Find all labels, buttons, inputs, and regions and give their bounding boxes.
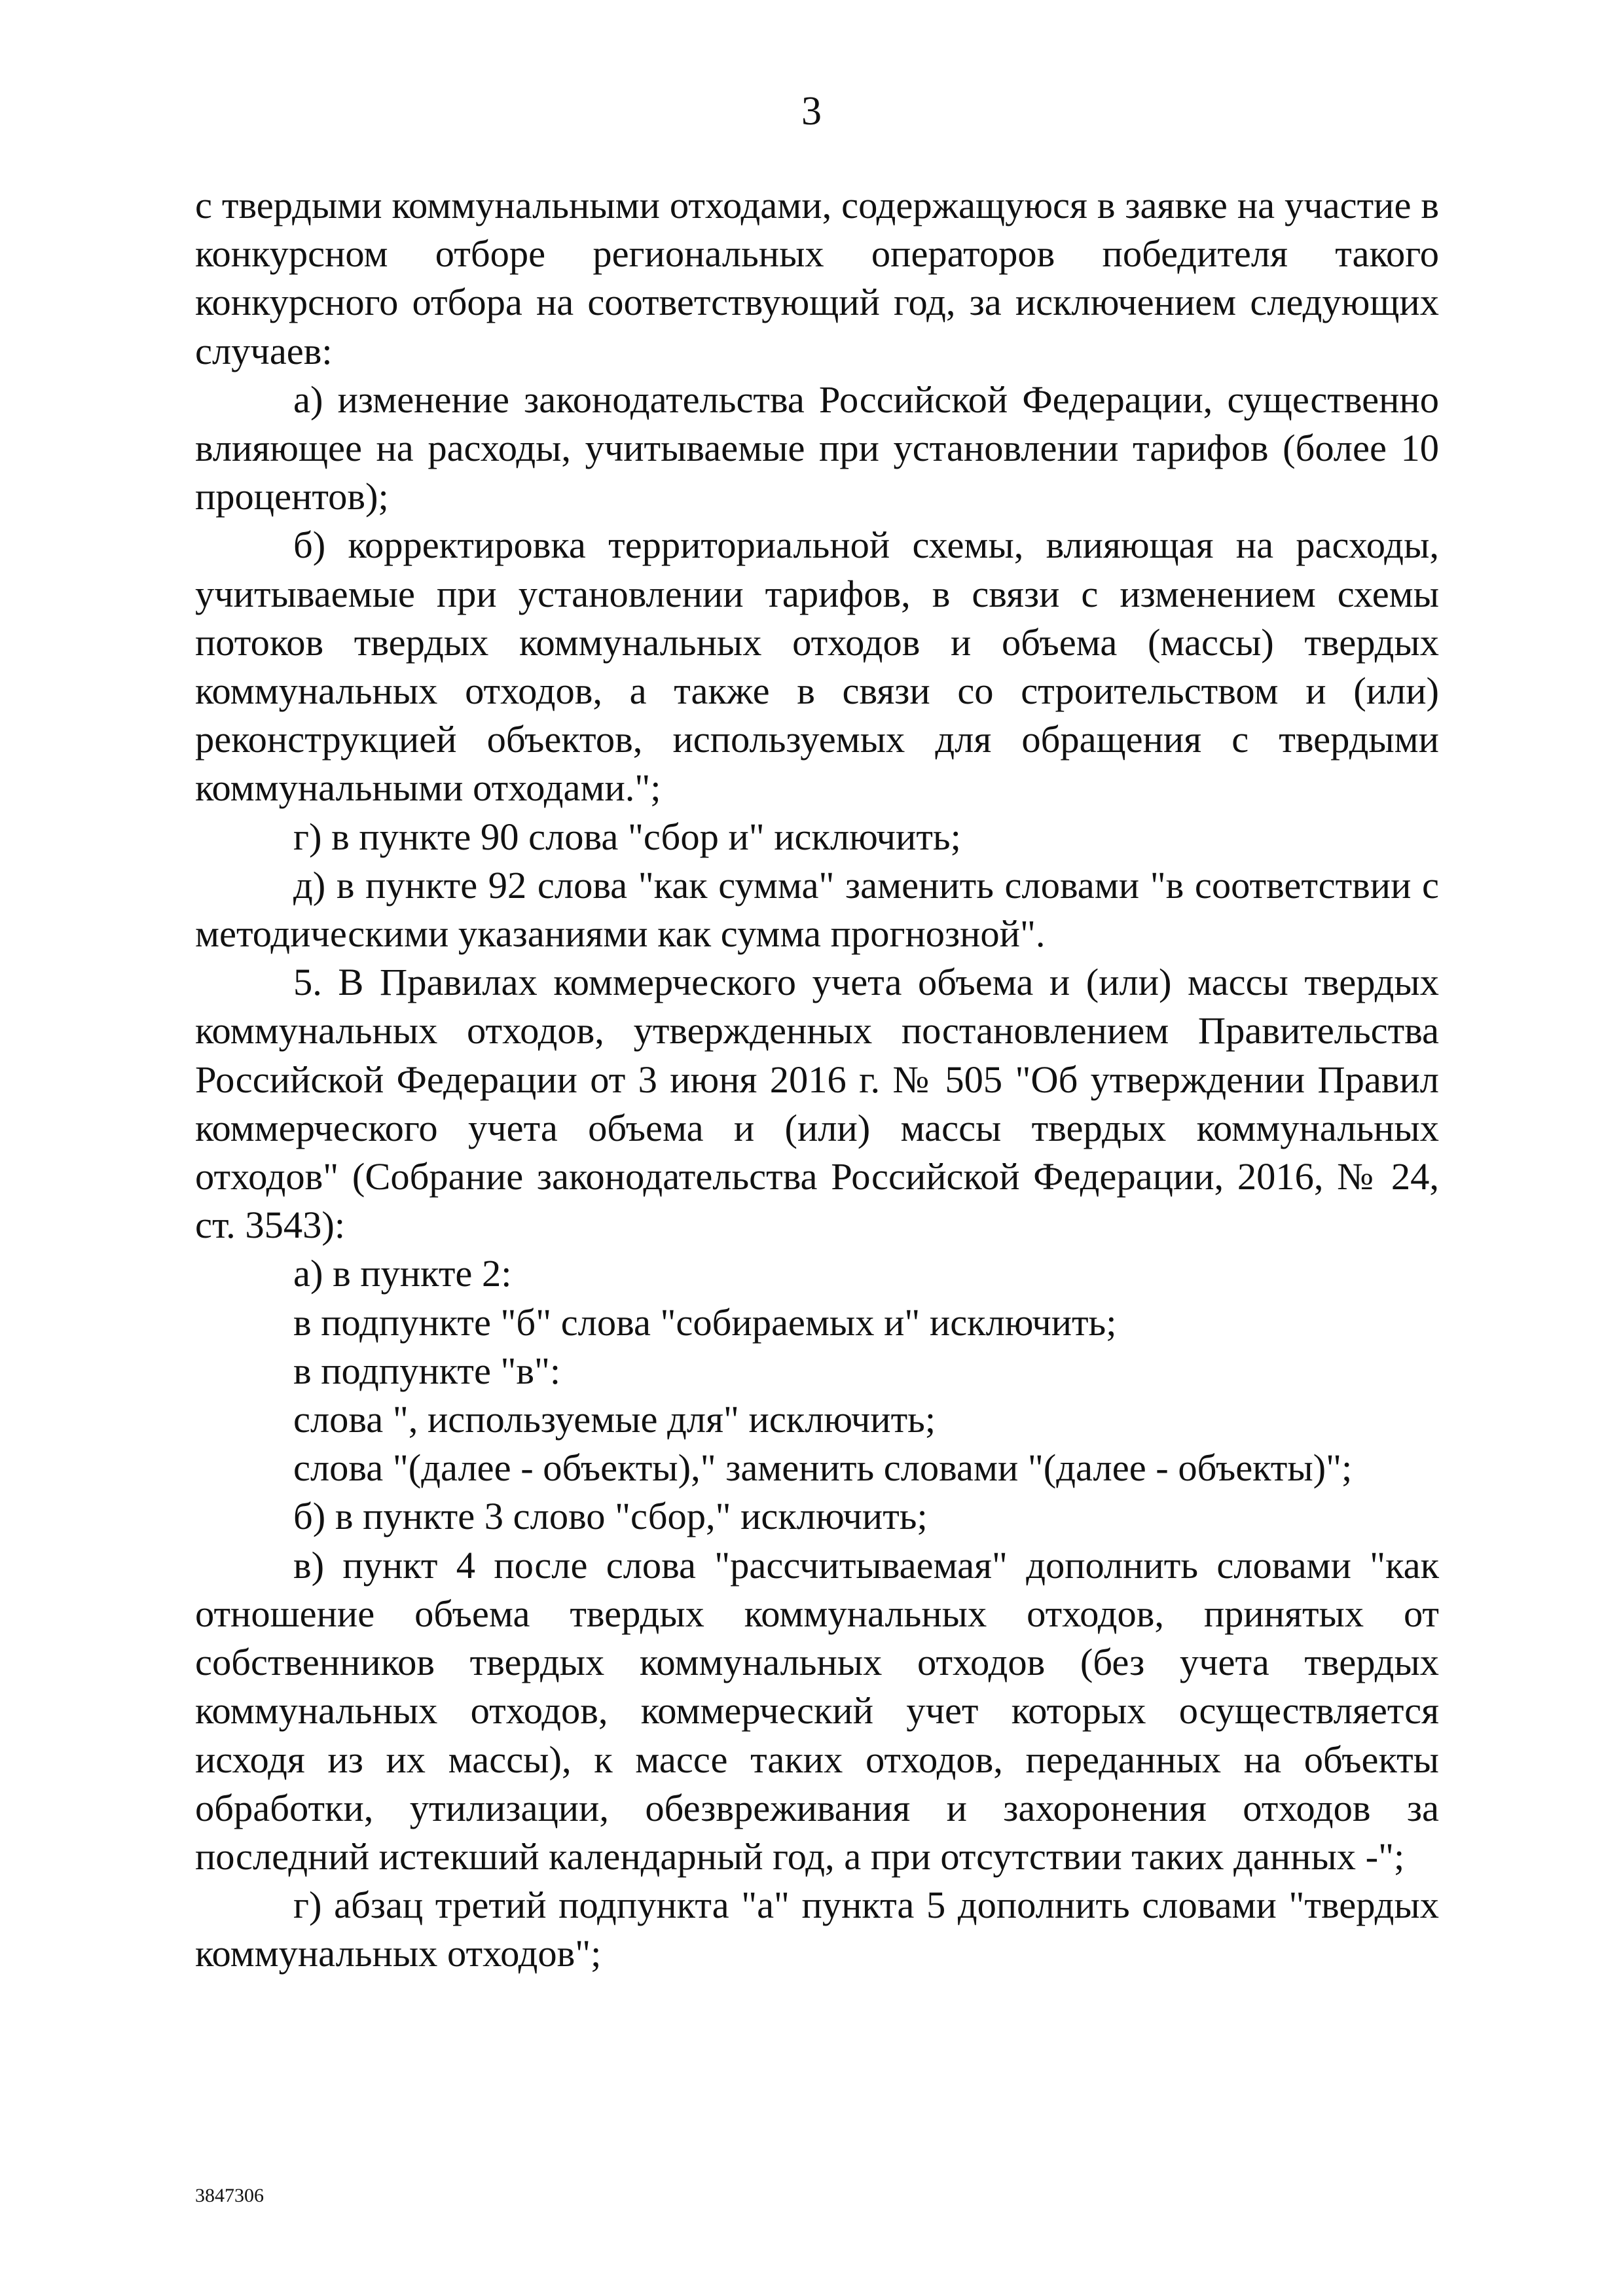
paragraph-5-item-a: а) в пункте 2: xyxy=(293,1252,512,1295)
paragraph-item-a: а) изменение законодательства Российской Федерации, существенно влияющее на расходы, учитываемые при установлении тарифов (более 10 процентов); xyxy=(195,378,1439,518)
paragraph-5-words-2: слова "(далее - объекты)," заменить словами "(далее - объекты)"; xyxy=(293,1446,1353,1490)
paragraph-5-item-v: в) пункт 4 после слова "рассчитываемая" дополнить словами "как отношение объема твердых коммунальных отходов, принятых от собственников твердых коммунальных отходов (без учета твердых коммунальных отходов, коммерческий учет которых осуществляется исходя из их массы), к массе таких отходов, переданных на объекты обработки, утилизации, обезвреживания и захоронения отходов за последний истекший календарный год, а при отсутствии таких данных -"; xyxy=(195,1543,1439,1878)
document-code: 3847306 xyxy=(195,2185,264,2206)
paragraph-5-subitem-b: в подпункте "б" слова "собираемых и" исключить; xyxy=(293,1300,1117,1344)
paragraph-item-d: д) в пункте 92 слова "как сумма" заменить словами "в соответствии с методическими указаниями как сумма прогнозной". xyxy=(195,863,1439,956)
paragraph-continuation: с твердыми коммунальными отходами, содержащуюся в заявке на участие в конкурсном отборе региональных операторов победителя такого конкурсного отбора на соответствующий год, за исключением следующих случаев: xyxy=(195,184,1439,372)
paragraph-item-g: г) в пункте 90 слова "сбор и" исключить; xyxy=(293,815,961,858)
paragraph-5-subitem-v: в подпункте "в": xyxy=(293,1349,561,1392)
paragraph-5-item-b: б) в пункте 3 слово "сбор," исключить; xyxy=(293,1495,928,1538)
paragraph-item-b: б) корректировка территориальной схемы, влияющая на расходы, учитываемые при установлении тарифов, в связи с изменением схемы потоков твердых коммунальных отходов и объема (массы) твердых коммунальных отходов, а также в связи со строительством и (или) реконструкцией объектов, используемых для обращения с твердыми коммунальными отходами."; xyxy=(195,524,1439,810)
paragraph-5-words-1: слова ", используемые для" исключить; xyxy=(293,1398,936,1441)
page-number: 3 xyxy=(801,89,822,134)
paragraph-5-item-g: г) абзац третий подпункта "а" пункта 5 дополнить словами "твердых коммунальных отходов"; xyxy=(195,1884,1439,1975)
document-body xyxy=(195,181,1439,1979)
paragraph-section-5: 5. В Правилах коммерческого учета объема и (или) массы твердых коммунальных отходов, утвержденных постановлением Правительства Российской Федерации от 3 июня 2016 г. № 505 "Об утверждении Правил коммерческого учета объема и (или) массы твердых коммунальных отходов" (Собрание законодательства Российской Федерации, 2016, № 24, ст. 3543): xyxy=(195,961,1439,1247)
